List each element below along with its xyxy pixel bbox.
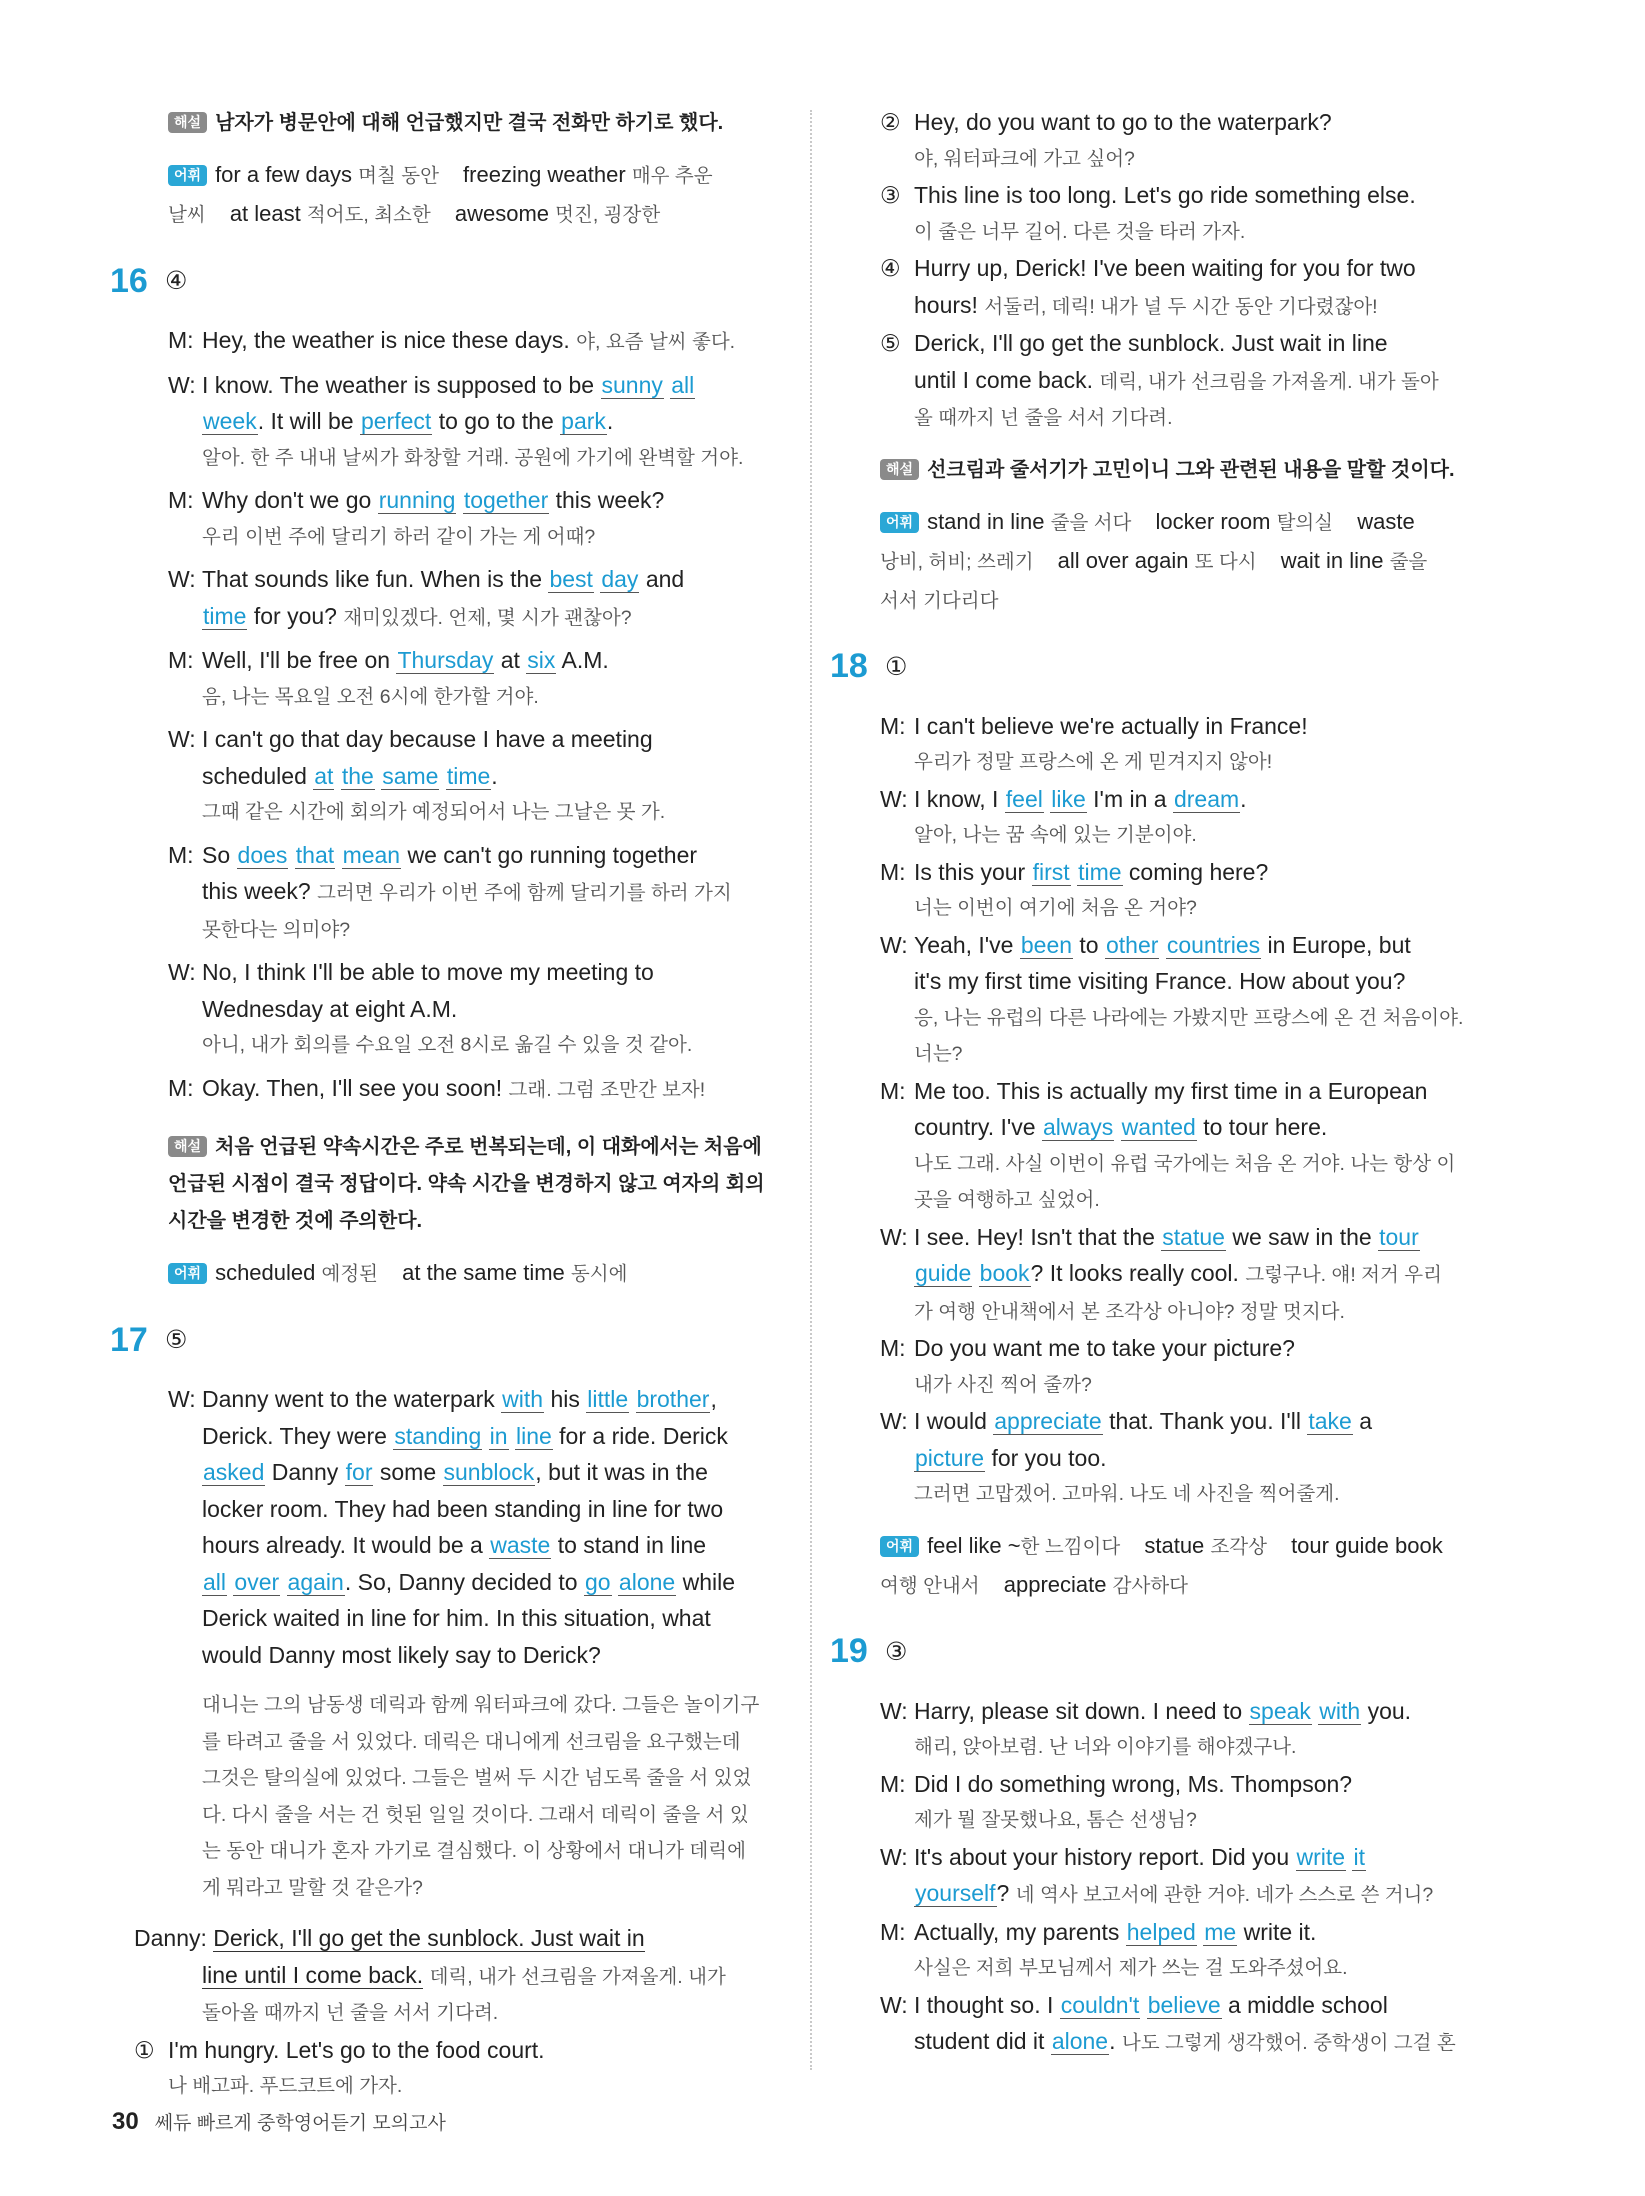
vocab-tag: 어휘 xyxy=(168,165,207,186)
option-4: ④ Hurry up, Derick! I've been waiting for you for two hours! 서둘러, 데릭! 내가 널 두 시간 동안 기다렸잖아! xyxy=(880,255,1416,318)
page-footer xyxy=(112,2108,446,2136)
q19-dialogue: W: Harry, please sit down. I need to speak with you. 해리, 앉아보렴. 난 너와 이야기를 해야겠구나. M: Did I do something wrong, Ms. Thompson? 제가 뭘 잘못했나요, 톰슨 선생님? W: It's about your history report. Did you write it yourself? 네 역사 보고서에 관한 거야. 네가 스스로 쓴 거니? M: Actually, my parents helped me write it. 사실은 저희 부모님께서 제가 쓰는 걸 도와주셨어요. W: I thought so. I couldn't believe a middle school student did it alone. 나도 그렇게 생각했어. 중학생이 그걸 혼 xyxy=(880,1697,1456,2054)
column-divider xyxy=(810,110,812,2070)
q18-header: 18 ① xyxy=(830,647,908,685)
q19-header: 19 ③ xyxy=(830,1632,908,1670)
q15-explanation: 해설 남자가 병문안에 대해 언급했지만 결국 전화만 하기로 했다. xyxy=(168,104,792,142)
book-title: 쎄듀 빠르게 중학영어듣기 모의고사 xyxy=(154,2113,446,2134)
q17-vocab: 어휘 stand in line 줄을 서다 locker room 탈의실 waste 낭비, 허비; 쓰레기 all over again 또 다시 wait in line 줄을 서서 기다리다 xyxy=(880,508,1428,612)
option-1: ① I'm hungry. Let's go to the food court. 나 배고파. 푸드코트에 가자. xyxy=(134,2036,545,2097)
q17-explanation: 해설 선크림과 줄서기가 고민이니 그와 관련된 내용을 말할 것이다. xyxy=(880,451,1530,489)
option-3: ③ This line is too long. Let's go ride something else. 이 줄은 너무 길어. 다른 것을 타러 가자. xyxy=(880,182,1416,243)
right-column xyxy=(830,104,1530,2062)
q16-header xyxy=(112,248,792,314)
q16-vocab: 어휘 scheduled 예정된 at the same time 동시에 xyxy=(168,1254,792,1293)
q16-dialogue: M: Hey, the weather is nice these days. 야, 요즘 날씨 좋다. W: I know. The weather is supposed to be sunny all week. It will be perfect to go to the park. 알아. 한 주 내내 날씨가 화창할 거래. 공원에 가기에 완벽할 거야. M: Why don't we go running together this week? 우리 이번 주에 달리기 하러 같이 가는 게 어때? W: That sounds like fun. When is the best day and time for you? 재미있겠다. 언제, 몇 시가 괜찮아? M: Well, I'll be free on Thursday at six A.M. 음, 나는 목요일 오전 6시에 한가할 거야. W: I can't go that day because I have a meeting scheduled at the same time. 그때 같은 시간에 회의가 예정되어서 나는 그날은 못 가. M: So does that mean we can't go running together this week? 그러면 우리가 이번 주에 함께 달리기를 하러 가지 못한다는 의미야? W: No, I think I'll be able to move my meeting to Wednesday at eight A.M. 아니, 내가 회의를 수요일 오전 8시로 옮길 수 있을 것 같아. M: Okay. Then, I'll see you soon! 그래. 그럼 조만간 보자! xyxy=(168,327,744,1101)
q15-vocab: 어휘 for a few days 며칠 동안 freezing weather 매우 추운 날씨 at least 적어도, 최소한 awesome 멋진, 굉장한 xyxy=(168,162,713,226)
left-column xyxy=(112,104,792,2105)
option-5: ⑤ Derick, I'll go get the sunblock. Just wait in line until I come back. 데릭, 내가 선크림을 가져올게. 내가 돌아 올 때까지 넌 줄을 서서 기다려. xyxy=(880,330,1439,429)
danny-line: Danny: Derick, I'll go get the sunblock. Just wait in line until I come back. 데릭, 내가 선크림을 가져올게. 내가 돌아올 때까지 넌 줄을 서서 기다려. xyxy=(134,1925,726,2024)
q16-explanation: 해설 처음 언급된 약속시간은 주로 번복되는데, 이 대화에서는 처음에 언급된 시점이 결국 정답이다. 약속 시간을 변경하지 않고 여자의 회의 시간을 변경한 것에 주의한다. xyxy=(168,1136,765,1232)
answer-mark: ④ xyxy=(165,267,188,295)
q18-vocab: 어휘 feel like ~한 느낌이다 statue 조각상 tour guide book 여행 안내서 appreciate 감사하다 xyxy=(880,1532,1443,1597)
q17-header: 17 ⑤ xyxy=(110,1320,188,1359)
q17-story: W: Danny went to the waterpark with his little brother, Derick. They were standing in line for a ride. Derick asked Danny for some sunblock, but it was in the locker room. They had been standing in line for two hours already. It would be a waste to stand in line all over again. So, Danny decided to go alone while Derick waited in line for him. In this situation, what would Danny most likely say to Derick? 대니는 그의 남동생 데릭과 함께 워터파크에 갔다. 그들은 놀이기구 를 타려고 줄을 서 있었다. 데릭은 대니에게 선크림을 요구했는데 그것은 탈의실에 있었다. 그들은 벌써 두 시간 넘도록 줄을 서 있었 다. 다시 줄을 서는 건 헛된 일일 것이다. 그래서 데릭이 줄을 서 있 는 동안 대니가 혼자 가기로 결심했다. 이 상황에서 대니가 데릭에 게 뭐라고 말할 것 같은가? Danny: Derick, I'll go get the sunblock. Just wait in line until I come back. 데릭, 내가 선크림을 가져올게. 내가 돌아올 때까지 넌 줄을 서서 기다려. ① I'm hungry. Let's go to the food court. 나 배고파. 푸드코트에 가자. xyxy=(168,1381,792,2105)
explanation-tag: 해설 xyxy=(168,112,207,133)
question-number: 16 xyxy=(110,261,148,300)
page-number: 30 xyxy=(112,2108,139,2135)
option-2: ② Hey, do you want to go to the waterpark? 야, 워터파크에 가고 싶어? xyxy=(880,109,1332,170)
q18-dialogue: M: I can't believe we're actually in France! 우리가 정말 프랑스에 온 게 믿겨지지 않아! W: I know, I feel like I'm in a dream. 알아, 나는 꿈 속에 있는 기분이야. M: Is this your first time coming here? 너는 이번이 여기에 처음 온 거야? W: Yeah, I've been to other countries in Europe, but it's my first time visiting France. How about you? 응, 나는 유럽의 다른 나라에는 가봤지만 프랑스에 온 건 처음이야. 너는? M: Me too. This is actually my first time in a European country. I've always wanted to tour here. 나도 그래. 사실 이번이 유럽 국가에는 처음 온 거야. 나는 항상 이 곳을 여행하고 싶었어. W: I see. Hey! Isn't that the statue we saw in the tour guide book? It looks really cool. 그렇구나. 얘! 저거 우리 가 여행 안내책에서 본 조각상 아니야? 정말 멋지다. M: Do you want me to take your picture? 내가 사진 찍어 줄까? W: I would appreciate that. Thank you. I'll take a picture for you too. 그러면 고맙겠어. 고마워. 나도 네 사진을 찍어줄게. xyxy=(880,712,1464,1505)
